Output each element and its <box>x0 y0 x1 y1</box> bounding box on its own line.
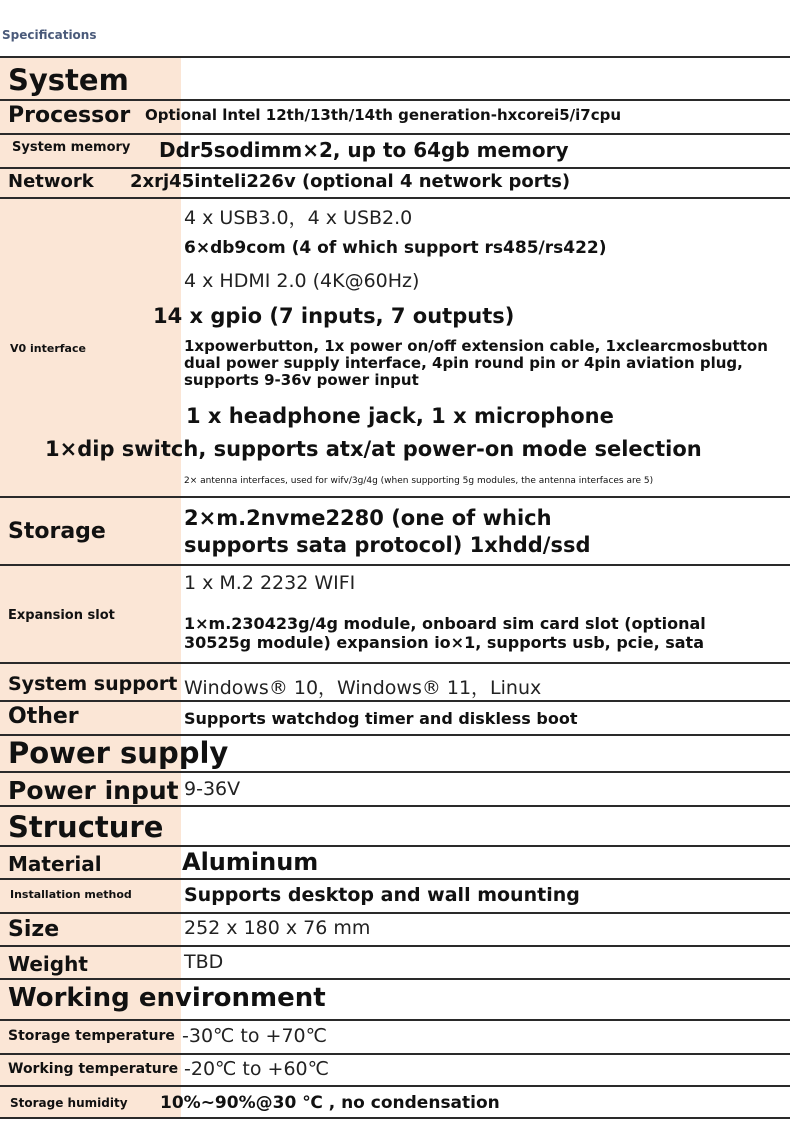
divider <box>0 1085 790 1087</box>
value-system-support: Windows® 10，Windows® 11，Linux <box>184 677 542 699</box>
section-working-environment: Working environment <box>8 983 326 1013</box>
label-installation-method: Installation method <box>10 888 132 901</box>
value-installation-method: Supports desktop and wall mounting <box>184 884 580 906</box>
divider <box>0 564 790 566</box>
io-line: 1×dip switch, supports atx/at power-on mode selection <box>45 437 702 461</box>
divider <box>0 1117 790 1119</box>
io-line: dual power supply interface, 4pin round pin or 4pin aviation plug, <box>184 354 743 372</box>
divider <box>0 945 790 947</box>
section-power-supply: Power supply <box>8 736 229 770</box>
divider <box>0 845 790 847</box>
label-size: Size <box>8 917 60 942</box>
io-line: 2× antenna interfaces, used for wifv/3g/4g (when supporting 5g modules, the antenna interfaces are 5) <box>184 476 654 486</box>
expansion-line: 30525g module) expansion io×1, supports usb, pcie, sata <box>184 633 704 652</box>
storage-line: supports sata protocol) 1xhdd/ssd <box>184 533 591 557</box>
divider <box>0 805 790 807</box>
value-working-temperature: -20℃ to +60℃ <box>184 1058 329 1080</box>
label-system-support: System support <box>8 673 178 695</box>
divider <box>0 662 790 664</box>
value-weight: TBD <box>184 951 224 973</box>
divider <box>0 978 790 980</box>
io-line: 6×db9com (4 of which support rs485/rs422) <box>184 238 607 258</box>
divider <box>0 878 790 880</box>
section-structure: Structure <box>8 810 164 844</box>
label-material: Material <box>8 852 102 876</box>
section-system: System <box>8 63 129 97</box>
value-power-input: 9-36V <box>184 778 241 800</box>
expansion-line: 1×m.230423g/4g module, onboard sim card slot (optional <box>184 614 706 633</box>
value-other: Supports watchdog timer and diskless boot <box>184 709 578 728</box>
label-network: Network <box>8 171 94 192</box>
divider <box>0 1019 790 1021</box>
page-title: Specifications <box>2 28 97 42</box>
divider <box>0 56 790 58</box>
value-storage-temperature: -30℃ to +70℃ <box>182 1025 327 1047</box>
io-line: 1xpowerbutton, 1x power on/off extension cable, 1xclearcmosbutton <box>184 337 768 355</box>
divider <box>0 700 790 702</box>
label-working-temperature: Working temperature <box>8 1061 179 1077</box>
label-other: Other <box>8 704 79 729</box>
io-line: 14 x gpio (7 inputs, 7 outputs) <box>153 304 515 328</box>
io-line: supports 9-36v power input <box>184 371 419 389</box>
label-expansion-slot: Expansion slot <box>8 608 115 623</box>
value-size: 252 x 180 x 76 mm <box>184 917 371 939</box>
divider <box>0 1053 790 1055</box>
divider <box>0 771 790 773</box>
divider <box>0 133 790 135</box>
value-network: 2xrj45inteli226v (optional 4 network ports) <box>130 171 571 192</box>
value-processor: Optional lntel 12th/13th/14th generation-hxcorei5/i7cpu <box>145 106 622 124</box>
divider <box>0 197 790 199</box>
divider <box>0 496 790 498</box>
label-weight: Weight <box>8 952 88 976</box>
value-storage-humidity: 10%~90%@30 ℃ , no condensation <box>160 1093 500 1113</box>
label-storage-humidity: Storage humidity <box>10 1096 128 1110</box>
io-line: 4 x HDMI 2.0 (4K@60Hz) <box>184 270 420 292</box>
label-processor: Processor <box>8 103 131 128</box>
label-io-interface: V0 interface <box>10 342 86 355</box>
divider <box>0 167 790 169</box>
divider <box>0 99 790 101</box>
storage-line: 2×m.2nvme2280 (one of which <box>184 506 552 530</box>
label-power-input: Power input <box>8 776 179 805</box>
label-storage: Storage <box>8 519 106 544</box>
expansion-line: 1 x M.2 2232 WIFI <box>184 572 356 594</box>
label-storage-temperature: Storage temperature <box>8 1028 175 1044</box>
label-system-memory: System memory <box>12 140 131 155</box>
io-line: 4 x USB3.0，4 x USB2.0 <box>184 207 413 229</box>
value-material: Aluminum <box>182 848 319 876</box>
divider <box>0 912 790 914</box>
value-system-memory: Ddr5sodimm×2, up to 64gb memory <box>159 138 569 162</box>
io-line: 1 x headphone jack, 1 x microphone <box>186 404 614 428</box>
